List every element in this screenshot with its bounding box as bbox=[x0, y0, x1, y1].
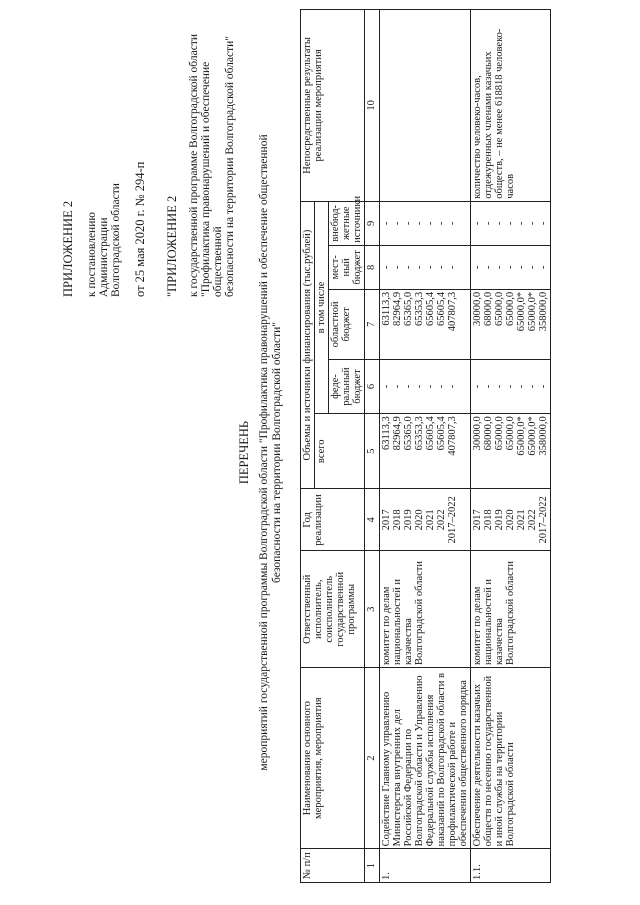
row-years: 2017 2018 2019 2020 2021 2022 2017–2022 bbox=[380, 489, 471, 551]
row-local: - - - - - - - bbox=[471, 245, 551, 289]
header-federal: феде-ральный бюджет bbox=[329, 359, 365, 413]
header-regional: областной бюджет bbox=[329, 289, 365, 359]
appendix-label: ПРИЛОЖЕНИЕ 2 bbox=[61, 200, 75, 297]
appendix2-label: "ПРИЛОЖЕНИЕ 2 bbox=[165, 195, 179, 297]
row-regional: 63113,3 82964,9 65365,0 65353,3 65605,4 65605,4 407807,3 bbox=[380, 289, 471, 359]
column-number: 6 bbox=[365, 359, 380, 413]
header-row-1 bbox=[301, 10, 315, 883]
header-local: мест-ный бюджет bbox=[329, 245, 365, 289]
column-numbers-row bbox=[365, 10, 380, 883]
activities-table bbox=[300, 9, 551, 883]
header-funding: Объемы и источники финансирования (тыс.рублей) bbox=[301, 201, 315, 489]
row-extra: - - - - - - - bbox=[471, 201, 551, 245]
column-number: 9 bbox=[365, 201, 380, 245]
column-number: 8 bbox=[365, 245, 380, 289]
column-number: 7 bbox=[365, 289, 380, 359]
row-federal: - - - - - - - bbox=[380, 359, 471, 413]
document-title-line2: безопасности на территории Волгоградской области" bbox=[271, 322, 283, 583]
row-num: 1. bbox=[380, 849, 471, 883]
row-federal: - - - - - - - bbox=[471, 359, 551, 413]
table-row bbox=[471, 10, 551, 883]
column-number: 1 bbox=[365, 849, 380, 883]
document-heading: ПЕРЕЧЕНЬ bbox=[237, 420, 251, 485]
row-num: 1.1. bbox=[471, 849, 551, 883]
header-extra: внебюд-жетные источники bbox=[329, 201, 365, 245]
header-including: в том числе bbox=[315, 201, 329, 413]
header-total: всего bbox=[315, 414, 365, 489]
table-row bbox=[380, 10, 471, 883]
row-total: 30000,0 68000,0 65000,0 65000,0 65000,0* 65000,0* 358000,0 bbox=[471, 414, 551, 489]
row-name: Содействие Главному управлению Министерства внутренних дел Российской Федерации по Волгоградской области и Управлению Федеральной службы исполнения наказаний по Волгоградской области в профилактической работе и обеспечении общественного порядка bbox=[380, 668, 471, 849]
column-number: 5 bbox=[365, 414, 380, 489]
program-reference: к государственной программе Волгоградской области "Профилактика правонарушений и обеспечение общественной безопасности на территории Волгоградской области" bbox=[188, 34, 236, 297]
column-number: 2 bbox=[365, 668, 380, 849]
row-executor: комитет по делам национальностей и казачества Волгоградской области bbox=[380, 551, 471, 668]
resolution-reference: к постановлению Администрации Волгоградской области bbox=[86, 183, 122, 297]
column-number: 3 bbox=[365, 551, 380, 668]
row-local: - - - - - - - bbox=[380, 245, 471, 289]
document-title-line1: мероприятий государственной программы Волгоградской области "Профилактика правонарушений и обеспечение общественной bbox=[258, 134, 270, 771]
header-name: Наименование основного мероприятия, мероприятия bbox=[301, 668, 365, 849]
row-extra: - - - - - - - bbox=[380, 201, 471, 245]
header-num: № п/п bbox=[301, 849, 365, 883]
resolution-date: от 25 мая 2020 г. № 294-п bbox=[133, 161, 147, 297]
row-years: 2017 2018 2019 2020 2021 2022 2017–2022 bbox=[471, 489, 551, 551]
row-total: 63113,3 82964,9 65365,0 65353,3 65605,4 65605,4 407807,3 bbox=[380, 414, 471, 489]
row-results bbox=[380, 10, 471, 202]
row-executor: комитет по делам национальностей и казачества Волгоградской области bbox=[471, 551, 551, 668]
row-results: количество человеко-часов, отдежуренных членами казачьих обществ, – не менее 618818 человеко-часов bbox=[471, 10, 551, 202]
row-regional: 30000,0 68000,0 65000,0 65000,0 65000,0* 65000,0* 358000,0 bbox=[471, 289, 551, 359]
header-year: Год реализации bbox=[301, 489, 365, 551]
row-name: Обеспечение деятельности казачьих обществ по несению государственной и иной службы на территории Волгоградской области bbox=[471, 668, 551, 849]
column-number: 4 bbox=[365, 489, 380, 551]
header-executor: Ответственный исполнитель, соисполнитель государственной программы bbox=[301, 551, 365, 668]
header-results: Непосредственные результаты реализации мероприятия bbox=[301, 10, 365, 202]
column-number: 10 bbox=[365, 10, 380, 202]
